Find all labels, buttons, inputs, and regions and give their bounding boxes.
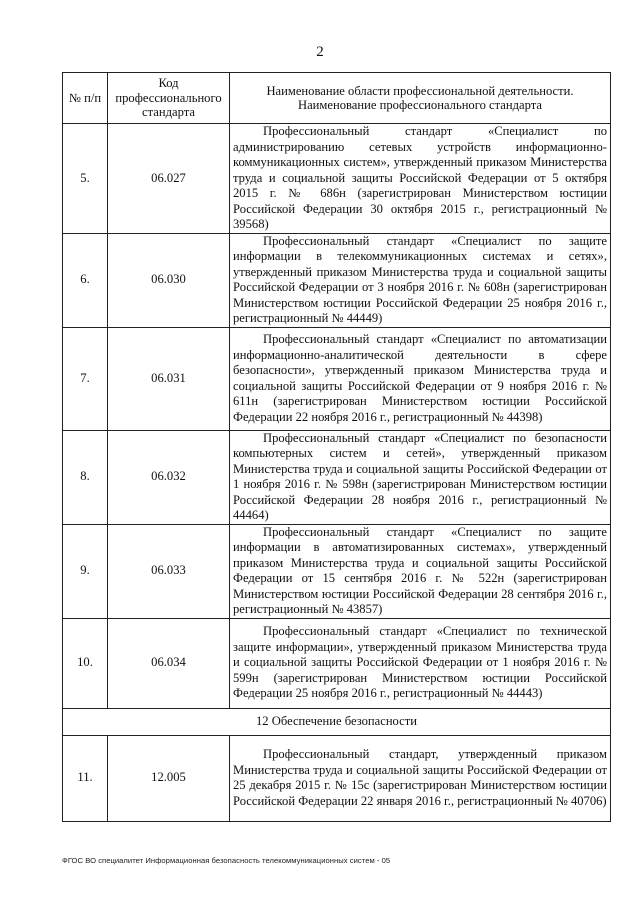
row-code: 12.005 bbox=[108, 735, 230, 821]
table-row bbox=[63, 735, 611, 821]
table-row bbox=[63, 233, 611, 327]
professional-standards-table bbox=[62, 72, 611, 822]
table-row bbox=[63, 524, 611, 618]
row-number: 7. bbox=[63, 327, 108, 430]
row-code: 06.032 bbox=[108, 430, 230, 524]
row-number: 9. bbox=[63, 524, 108, 618]
row-number: 11. bbox=[63, 735, 108, 821]
row-description bbox=[230, 430, 611, 524]
table-row bbox=[63, 430, 611, 524]
row-code: 06.031 bbox=[108, 327, 230, 430]
row-number: 10. bbox=[63, 618, 108, 708]
row-code: 06.033 bbox=[108, 524, 230, 618]
header-number: № п/п bbox=[63, 73, 108, 124]
section-title: 12 Обеспечение безопасности bbox=[63, 708, 611, 735]
row-description bbox=[230, 327, 611, 430]
row-number: 5. bbox=[63, 124, 108, 234]
row-description-text: Профессиональный стандарт «Специалист по технической защите информации», утвержденный приказом Министерства труда и социальной защиты Российской Федерации от 1 ноября 2016 г. № 599н (зарегистрирован Министерством юстиции Российской Федерации 25 ноября 2016 г., регистрационный № 44443) bbox=[233, 624, 607, 701]
page-number: 2 bbox=[316, 44, 324, 60]
table-row bbox=[63, 327, 611, 430]
header-code: Код профессионального стандарта bbox=[108, 73, 230, 124]
row-description-text: Профессиональный стандарт «Специалист по администрированию сетевых устройств информационно-коммуникационных систем», утвержденный приказом Министерства труда и социальной защиты Российской Федерации от 5 октября 2015 г. № 686н (зарегистрирован Министерством юстиции Российской Федерации 30 октября 2015 г., регистрационный № 39568) bbox=[233, 124, 607, 231]
table-row bbox=[63, 618, 611, 708]
row-description bbox=[230, 233, 611, 327]
row-code: 06.027 bbox=[108, 124, 230, 234]
row-code: 06.030 bbox=[108, 233, 230, 327]
row-description-text: Профессиональный стандарт «Специалист по защите информации в телекоммуникационных системах и сетях», утвержденный приказом Министерства труда и социальной защиты Российской Федерации от 3 ноября 2016 г. № 608н (зарегистрирован Министерством юстиции Российской Федерации 25 ноября 2016 г., регистрационный № 44449) bbox=[233, 233, 607, 325]
row-description-text: Профессиональный стандарт, утвержденный приказом Министерства труда и социальной защиты Российской Федерации от 25 декабря 2015 г. № 15с (зарегистрирован Министерством юстиции Российской Федерации 22 января 2016 г., регистрационный № 40706) bbox=[233, 747, 607, 808]
header-name bbox=[230, 73, 611, 124]
table-header-row bbox=[63, 73, 611, 124]
row-description bbox=[230, 618, 611, 708]
row-code: 06.034 bbox=[108, 618, 230, 708]
table-row bbox=[63, 124, 611, 234]
row-description-text: Профессиональный стандарт «Специалист по автоматизации информационно-аналитической деятельности в сфере безопасности», утвержденный приказом Министерства труда и социальной защиты Российской Федерации от 9 ноября 2016 г. № 611н (зарегистрирован Министерством юстиции Российской Федерации 22 ноября 2016 г., регистрационный № 44398) bbox=[233, 332, 607, 424]
header-name-line2: Наименование профессионального стандарта bbox=[298, 98, 542, 112]
row-number: 6. bbox=[63, 233, 108, 327]
row-description bbox=[230, 524, 611, 618]
row-number: 8. bbox=[63, 430, 108, 524]
row-description bbox=[230, 124, 611, 234]
row-description-text: Профессиональный стандарт «Специалист по защите информации в автоматизированных системах», утвержденный приказом Министерства труда и социальной защиты Российской Федерации от 15 сентября 2016 г. № 522н (зарегистрирован Министерством юстиции Российской Федерации 28 сентября 2016 г., регистрационный № 43857) bbox=[233, 524, 607, 616]
row-description-text: Профессиональный стандарт «Специалист по безопасности компьютерных систем и сетей», утвержденный приказом Министерства труда и социальной защиты Российской Федерации от 1 ноября 2016 г. № 598н (зарегистрирован Министерством юстиции Российской Федерации 28 ноября 2016 г., регистрационный № 44464) bbox=[233, 430, 607, 522]
header-name-line1: Наименование области профессиональной деятельности. bbox=[266, 83, 574, 98]
document-footer: ФГОС ВО специалитет Информационная безопасность телекоммуникационных систем - 05 bbox=[62, 856, 391, 865]
row-description bbox=[230, 735, 611, 821]
section-row bbox=[63, 708, 611, 735]
